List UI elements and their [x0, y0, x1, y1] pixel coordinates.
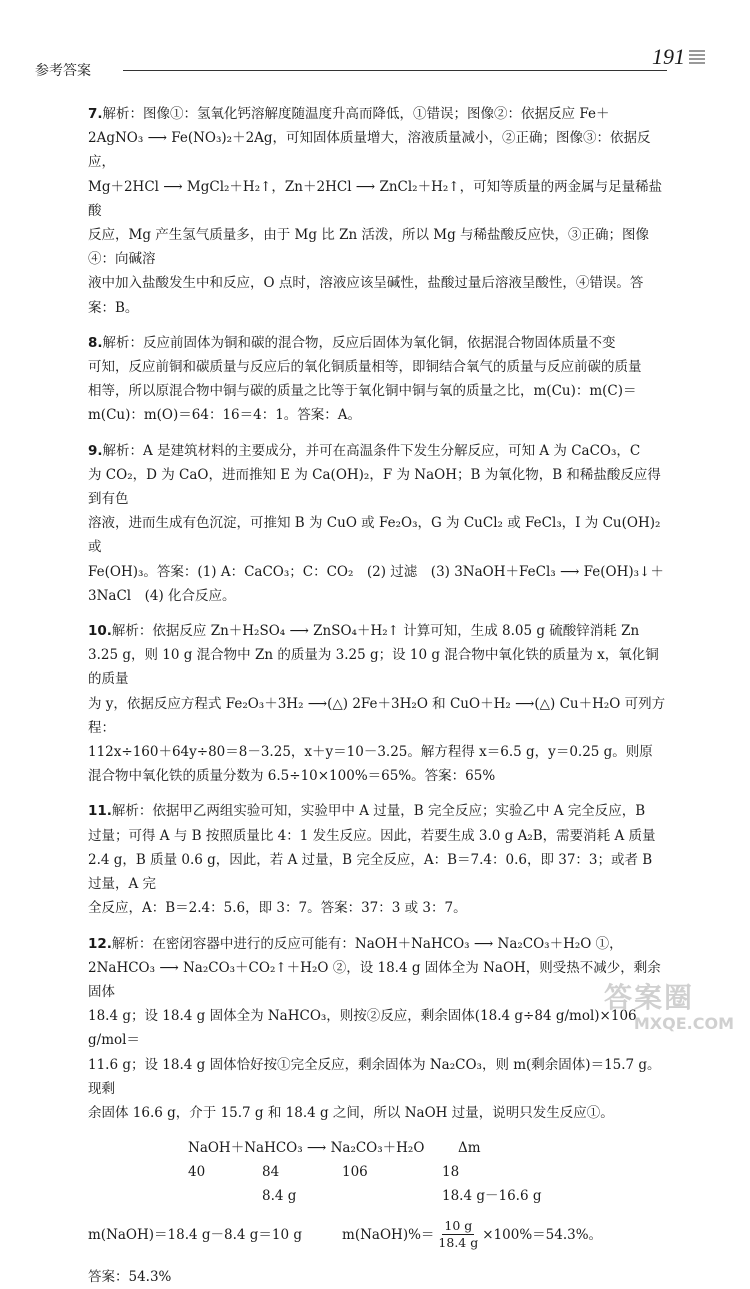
calc-equation: NaOH＋NaHCO₃ ⟶ Na₂CO₃＋H₂O: [188, 1140, 425, 1157]
answer-item-11: [88, 799, 670, 920]
item-number: 7.: [88, 106, 103, 122]
watermark-url: MXQE.COM: [633, 1014, 734, 1033]
fraction-denominator: 18.4 g: [438, 1235, 479, 1251]
calc-delta-m: Δm: [458, 1140, 481, 1157]
calc-molar-row: [188, 1160, 670, 1184]
item-text: 解析：A 是建筑材料的主要成分，并可在高温条件下发生分解反应，可知 A 为 CaCO₃，C 为 CO₂，D 为 CaO，进而推知 E 为 Ca(OH)₂，F 为 NaOH；B 为氧化物，B 和稀盐酸反应得到有色 溶液，进而生成有色沉淀，可推知 B 为 CuO 或 Fe₂O₃，G 为 CuCl₂ 或 FeCl₃，I 为 Cu(OH)₂ 或 Fe(OH)₃。答案：(1) A：CaCO₃；C：CO₂ (2) 过滤 (3) 3NaOH＋FeCl₃ ⟶ Fe(OH)₃↓＋ 3NaCl (4) 化合反应。: [88, 442, 664, 604]
item-number: 10.: [88, 623, 112, 640]
answer-item-8: [88, 331, 670, 428]
item-number: 12.: [88, 935, 112, 952]
answer-item-10: [88, 619, 670, 788]
naoh-mass: m(NaOH)＝18.4 g－8.4 g＝10 g: [88, 1226, 303, 1243]
page-number: 191: [652, 44, 685, 69]
final-answer: 答案：54.3%: [88, 1269, 172, 1286]
item-number: 9.: [88, 442, 103, 459]
calc-cell: 18.4 g－16.6 g: [442, 1188, 542, 1205]
page-header: [35, 40, 715, 79]
item-text: 解析：依据反应 Zn＋H₂SO₄ ⟶ ZnSO₄＋H₂↑ 计算可知，生成 8.05 g 硫酸锌消耗 Zn 3.25 g，则 10 g 混合物中 Zn 的质量为 3.25 g；设 10 g 混合物中氧化铁的质量为 x，氧化铜的质量 为 y，依据反应方程式 Fe₂O₃＋3H₂ ⟶(△) 2Fe＋3H₂O 和 CuO＋H₂ ⟶(△) Cu＋H₂O 可列方程： 112x÷160＋64y÷80＝8－3.25，x＋y＝10－3.25。解方程得 x＝6.5 g，y＝0.25 g。则原 混合物中氧化铁的质量分数为 6.5÷10×100%＝65%。答案：65%: [88, 623, 666, 785]
answer-item-9: [88, 439, 670, 608]
calc-cell: [342, 1184, 442, 1208]
answer-content: [88, 102, 670, 1289]
item-text: 解析：反应前固体为铜和碳的混合物，反应后固体为氧化铜，依据混合物固体质量不变 可知，反应前铜和碳质量与反应后的氧化铜质量相等，即铜结合氧气的质量与反应前碳的质量 相等，所以原混合物中铜与碳的质量之比等于氧化铜中铜与氧的质量之比，m(Cu)：m(C)＝ m(Cu)：m(O)＝64：16＝4：1。答案：A。: [88, 334, 642, 424]
answer-item-12: [88, 932, 670, 1126]
watermark-logo: [604, 981, 734, 1039]
calc-cell: 8.4 g: [262, 1188, 297, 1205]
calc-cell: 40: [188, 1164, 206, 1181]
item-text: 解析：在密闭容器中进行的反应可能有：NaOH＋NaHCO₃ ⟶ Na₂CO₃＋H₂O ①， 2NaHCO₃ ⟶ Na₂CO₃＋CO₂↑＋H₂O ②，设 18.4 g 固体全为 NaOH，则受热不减少，剩余固体 18.4 g；设 18.4 g 固体全为 NaHCO₃，则按②反应，剩余固体(18.4 g÷84 g/mol)×106 g/mol＝ 11.6 g；设 18.4 g 固体恰好按①完全反应，剩余固体为 Na₂CO₃，则 m(剩余固体)＝15.7 g。现剩 余固体 16.6 g，介于 15.7 g 和 18.4 g 之间，所以 NaOH 过量，说明只发生反应①。: [88, 935, 661, 1121]
calc-cell: 84: [262, 1164, 280, 1181]
final-calculation: [88, 1218, 670, 1251]
calc-equation-row: [188, 1136, 670, 1160]
fraction: [438, 1218, 478, 1251]
item-text: 解析：依据甲乙两组实验可知，实验甲中 A 过量，B 完全反应；实验乙中 A 完全反应，B 过量；可得 A 与 B 按照质量比 4：1 发生反应。因此，若要生成 3.0 g A₂B，需要消耗 A 质量 2.4 g，B 质量 0.6 g，因此，若 A 过量，B 完全反应，A：B＝7.4：0.6，即 37：3；或者 B 过量，A 完 全反应，A：B＝2.4：5.6，即 3：7。答案：37：3 或 3：7。: [88, 803, 656, 917]
fraction-numerator: 10 g: [444, 1218, 473, 1234]
item-number: 8.: [88, 334, 103, 351]
calc-mass-row: [188, 1184, 670, 1208]
item-number: 11.: [88, 803, 112, 820]
naoh-percent-label: m(NaOH)%＝: [342, 1226, 435, 1243]
item-text: 解析：图像①：氢氧化钙溶解度随温度升高而降低，①错误；图像②：依据反应 Fe＋ 2AgNO₃ ⟶ Fe(NO₃)₂＋2Ag，可知固体质量增大，溶液质量减小，②正确；图像③：依据反应， Mg＋2HCl ⟶ MgCl₂＋H₂↑，Zn＋2HCl ⟶ ZnCl₂＋H₂↑，可知等质量的两金属与足量稀盐酸 反应，Mg 产生氢气质量多，由于 Mg 比 Zn 活泼，所以 Mg 与稀盐酸反应快，③正确；图像④：向碱溶 液中加入盐酸发生中和反应，O 点时，溶液应该呈碱性，盐酸过量后溶液呈酸性，④错误。答案：B。: [88, 106, 663, 316]
watermark-text: 答案圈: [604, 981, 695, 1014]
header-rule: [123, 70, 667, 71]
calc-cell: [188, 1184, 262, 1208]
calc-cell: 106: [342, 1164, 368, 1181]
answer-item-7: [88, 102, 670, 320]
naoh-percent-result: ×100%＝54.3%。: [482, 1226, 603, 1243]
header-title: 参考答案: [35, 63, 91, 79]
calc-cell: 18: [442, 1164, 460, 1181]
page-corner-mark-icon: [689, 50, 705, 64]
